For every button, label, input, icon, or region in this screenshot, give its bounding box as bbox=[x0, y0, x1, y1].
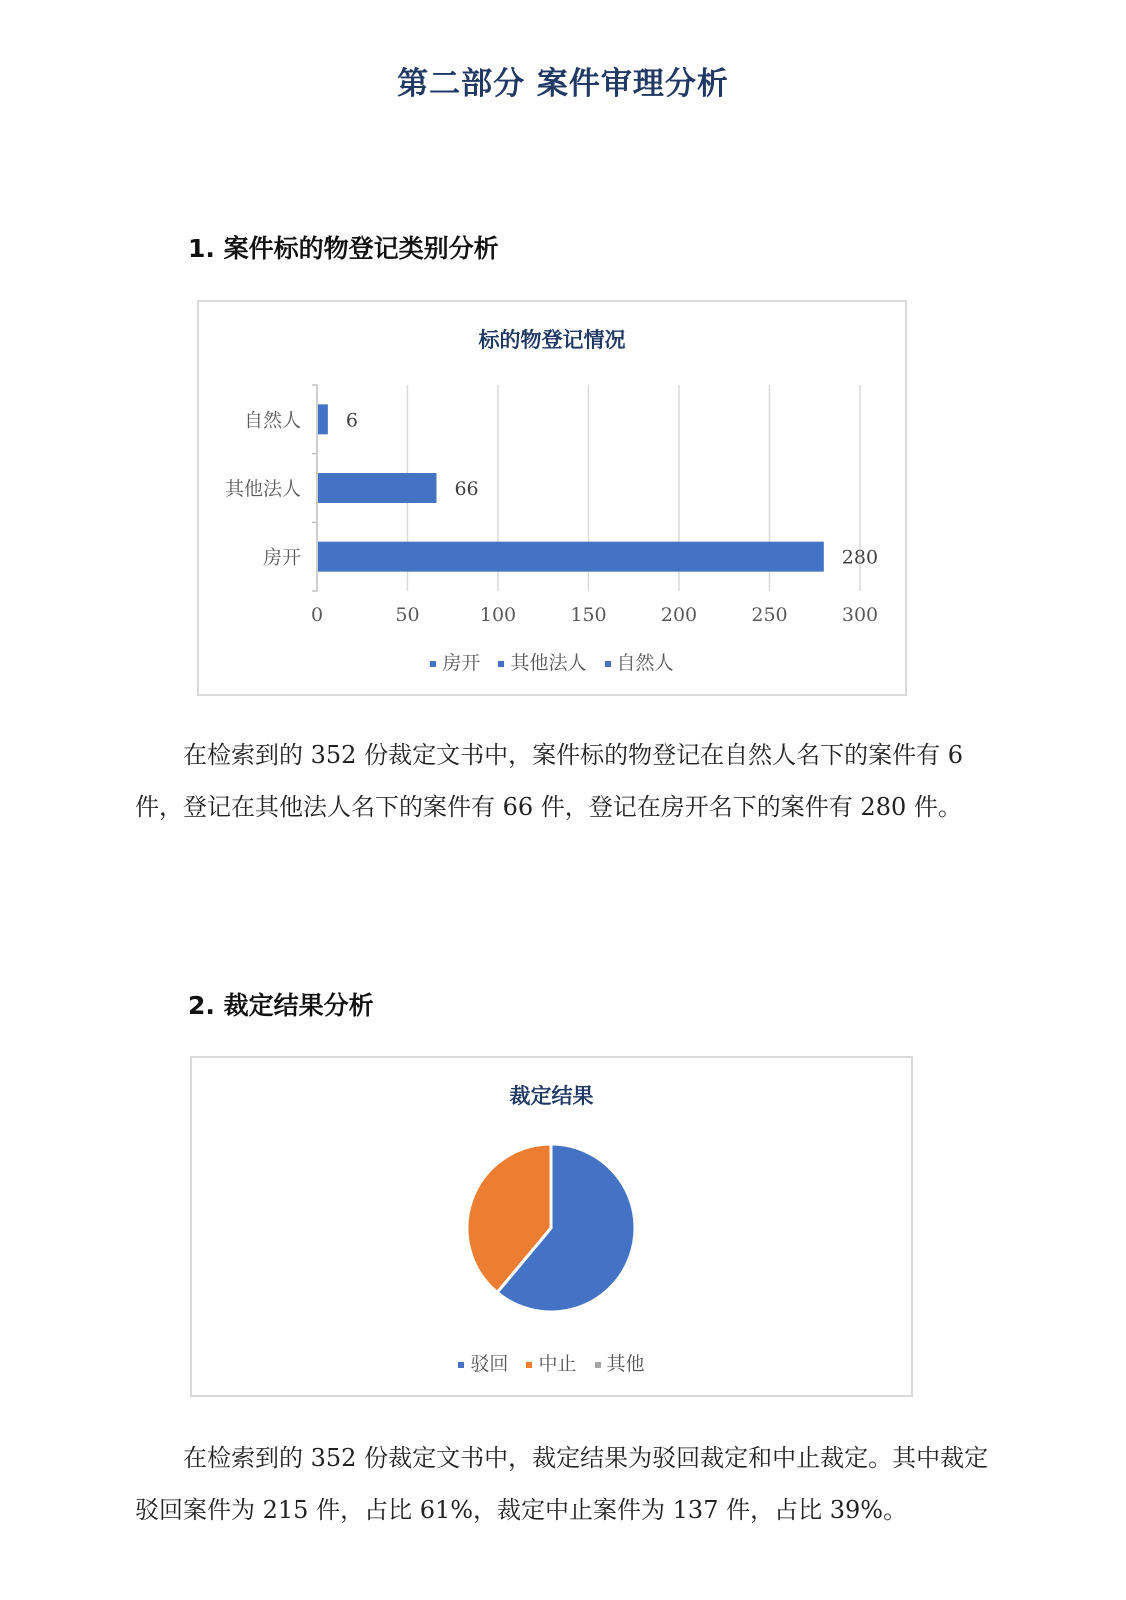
bar-chart-title: 标的物登记情况 bbox=[478, 328, 626, 352]
section2-heading: 2. 裁定结果分析 bbox=[188, 991, 374, 1020]
legend-label: 驳回 bbox=[470, 1353, 509, 1375]
legend-label: 房开 bbox=[442, 652, 481, 674]
legend-item-suspend bbox=[526, 1349, 576, 1376]
x-tick-label: 50 bbox=[395, 604, 420, 626]
section1-heading: 1. 案件标的物登记类别分析 bbox=[188, 234, 499, 263]
legend-item-fangkai bbox=[430, 648, 480, 675]
section1-text: 在检索到的 352 份裁定文书中，案件标的物登记在自然人名下的案件有 6 件，登记在其他法人名下的案件有 66 件，登记在房开名下的案件有 280 件。 bbox=[135, 741, 963, 821]
data-label: 280 bbox=[841, 546, 879, 569]
category-label: 房开 bbox=[262, 546, 301, 569]
bar-chart bbox=[199, 302, 905, 694]
category-label: 其他法人 bbox=[224, 478, 301, 500]
bar bbox=[318, 404, 328, 434]
section2-text: 在检索到的 352 份裁定文书中，裁定结果为驳回裁定和中止裁定。其中裁定驳回案件为 215 件，占比 61%，裁定中止案件为 137 件，占比 39%。 bbox=[135, 1444, 989, 1524]
legend-item-other bbox=[595, 1349, 645, 1376]
section2-paragraph bbox=[135, 1432, 995, 1536]
x-tick-label: 150 bbox=[570, 604, 607, 626]
legend-label: 其他 bbox=[606, 1353, 645, 1375]
bar-chart-container bbox=[197, 300, 907, 696]
legend-label: 其他法人 bbox=[510, 652, 587, 674]
data-label: 6 bbox=[345, 409, 358, 432]
bar bbox=[318, 473, 436, 503]
legend-item-natural-person bbox=[605, 648, 674, 675]
pie-chart-legend bbox=[192, 1349, 911, 1376]
legend-item-dismiss bbox=[458, 1349, 508, 1376]
x-tick-label: 200 bbox=[660, 604, 698, 626]
pie-chart-title: 裁定结果 bbox=[509, 1084, 594, 1108]
section1-paragraph bbox=[135, 729, 995, 833]
pie-chart-container bbox=[190, 1056, 913, 1397]
bar bbox=[318, 542, 824, 572]
x-tick-label: 250 bbox=[751, 604, 788, 626]
x-tick-label: 300 bbox=[841, 604, 879, 626]
legend-item-other-corp bbox=[498, 648, 586, 675]
legend-label: 自然人 bbox=[616, 652, 674, 674]
page-title: 第二部分 案件审理分析 bbox=[397, 66, 729, 102]
x-tick-label: 0 bbox=[310, 604, 324, 626]
category-label: 自然人 bbox=[243, 409, 301, 432]
bar-chart-legend bbox=[199, 648, 905, 675]
x-tick-label: 100 bbox=[479, 604, 517, 626]
legend-label: 中止 bbox=[538, 1353, 577, 1375]
data-label: 66 bbox=[454, 478, 479, 500]
pie-chart bbox=[192, 1058, 911, 1395]
